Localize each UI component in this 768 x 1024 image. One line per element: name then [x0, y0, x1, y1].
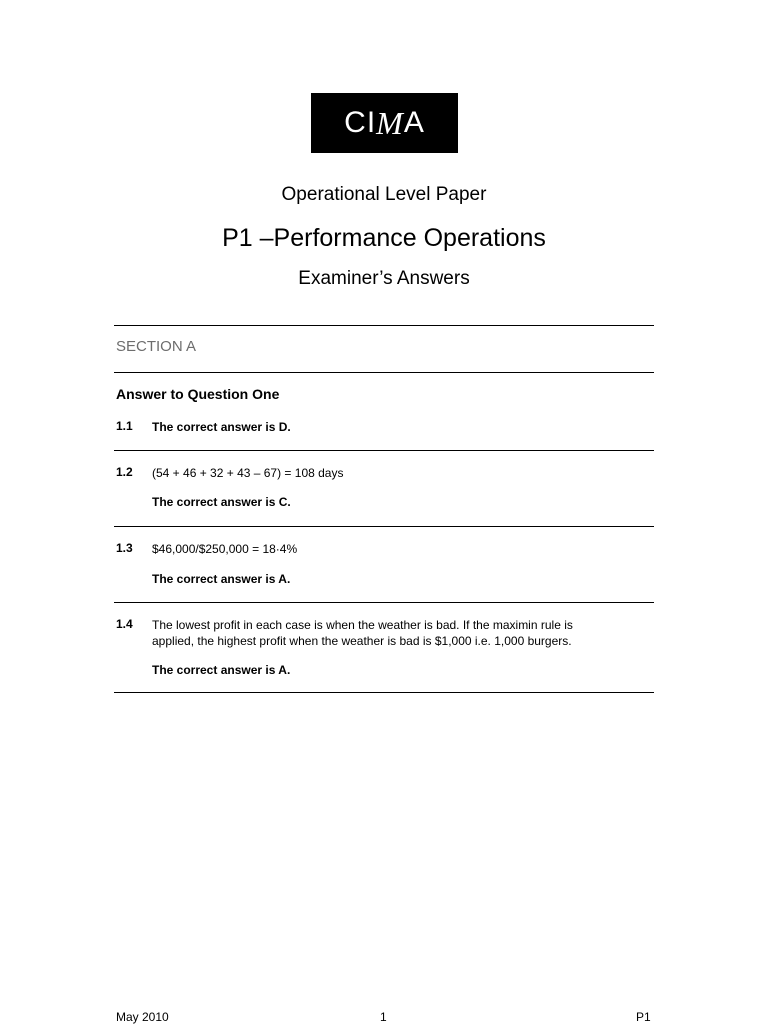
page-title: P1 –Performance Operations: [222, 224, 546, 252]
divider: [114, 602, 654, 603]
question-working: (54 + 46 + 32 + 43 – 67) = 108 days: [152, 466, 344, 480]
footer-date: May 2010: [116, 1010, 169, 1024]
divider: [114, 692, 654, 693]
paper-level: Operational Level Paper: [281, 184, 487, 205]
divider: [114, 325, 654, 326]
cima-logo: [311, 93, 458, 153]
footer-page-number: 1: [380, 1010, 387, 1024]
question-answer: The correct answer is A.: [152, 663, 291, 677]
question-number: 1.2: [116, 465, 133, 479]
question-answer: The correct answer is D.: [152, 420, 291, 434]
question-number: 1.1: [116, 419, 133, 433]
logo-text-a: A: [403, 106, 425, 139]
question-answer: The correct answer is C.: [152, 495, 291, 509]
divider: [114, 372, 654, 373]
divider: [114, 450, 654, 451]
section-label: SECTION A: [116, 338, 197, 355]
footer-paper-code: P1: [636, 1010, 651, 1024]
question-heading: Answer to Question One: [116, 386, 280, 402]
logo-text-ci: CI: [344, 106, 377, 139]
question-working: The lowest profit in each case is when the weather is bad. If the maximin rule is applied, the highest profit when the weather is bad is $1,000 i.e. 1,000 burgers.: [152, 618, 573, 648]
question-number: 1.3: [116, 541, 133, 555]
divider: [114, 526, 654, 527]
logo-text-m: M: [376, 104, 404, 141]
question-number: 1.4: [116, 617, 133, 631]
question-answer: The correct answer is A.: [152, 572, 291, 586]
question-working: $46,000/$250,000 = 18·4%: [152, 542, 298, 556]
document-type: Examiner’s Answers: [298, 268, 470, 289]
